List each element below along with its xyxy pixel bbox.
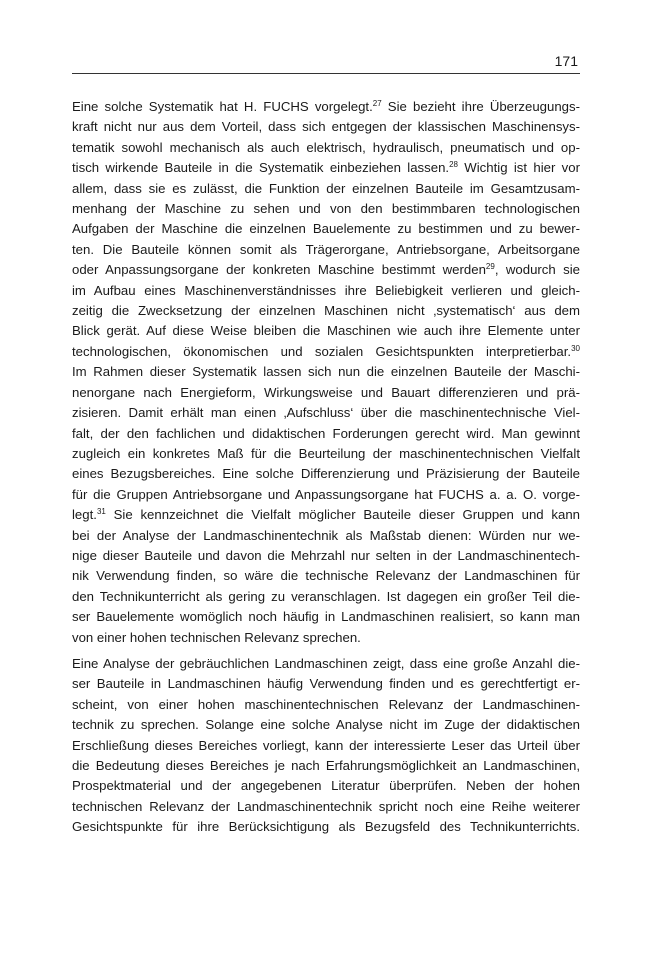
- text-segment: falt, der den fachlichen und didaktischen Forderungen gerecht wird. Man gewinnt: [72, 425, 580, 441]
- text-segment: Sie bezieht ihre Überzeugungs-: [381, 99, 580, 114]
- text-segment: Im Rahmen dieser Systematik lassen sich nun die einzelnen Bauteile der Maschi-: [72, 364, 580, 380]
- text-line: [72, 526, 580, 546]
- text-segment: tematik sowohl mechanisch als auch elektrisch, hydraulisch, pneumatisch und op-: [72, 139, 580, 155]
- text-line: [72, 654, 580, 674]
- text-segment: technik zu sprechen. Solange eine solche Analyse nicht im Zuge der didaktischen: [72, 717, 580, 733]
- text-segment: nige dieser Bauteile und davon die Mehrzahl nur selten in der Landmaschinentech-: [72, 547, 580, 563]
- text-line: [72, 117, 580, 137]
- text-segment: Gesichtspunkte für ihre Berücksichtigung als Bezugsfeld des Technikunterrichts.: [72, 819, 580, 835]
- text-segment: den Technikunterricht als gering zu veranschlagen. Ist dagegen ein großer Teil die-: [72, 588, 580, 604]
- text-segment: von einer hohen technischen Relevanz sprechen.: [72, 629, 361, 645]
- footnote-ref: 27: [372, 99, 382, 108]
- text-segment: oder Anpassungsorgane der konkreten Maschine bestimmt werden: [72, 262, 486, 278]
- text-line: [72, 736, 580, 756]
- text-line: [72, 505, 580, 525]
- text-segment: allem, dass sie es zulässt, die Funktion der einzelnen Bauteile im Gesamtzusam-: [72, 180, 580, 196]
- text-line: [72, 281, 580, 301]
- text-line: [72, 403, 580, 423]
- text-line: [72, 485, 580, 505]
- text-segment: tisch wirkende Bauteile in die Systematik einbeziehen lassen.: [72, 160, 450, 176]
- footnote-ref: 28: [449, 160, 458, 170]
- page-number: 171: [554, 53, 578, 69]
- text-line: [72, 158, 580, 178]
- text-segment: für die Gruppen Antriebsorgane und Anpassungsorgane hat FUCHS a. a. O. vorge-: [72, 486, 580, 502]
- text-line: [72, 301, 580, 321]
- text-line: [72, 179, 580, 199]
- text-segment: zisieren. Damit erhält man einen ‚Aufschluss‘ über die maschinentechnische Viel-: [72, 405, 580, 421]
- text-line: [72, 424, 580, 444]
- text-segment: ser Bauteile in Landmaschinen häufig Verwendung finden und es gerechtfertigt er-: [72, 676, 580, 692]
- header-rule: [72, 73, 580, 74]
- text-line: [72, 138, 580, 158]
- text-line: [72, 342, 580, 362]
- text-line: [72, 566, 580, 586]
- text-segment: im Aufbau eines Maschinenverständnisses ihre Beliebigkeit verlieren und gleich-: [72, 282, 580, 298]
- text-segment: eines Bezugsbereiches. Eine solche Differenzierung und Präzisierung der Bauteile: [72, 466, 580, 482]
- text-line: [72, 817, 580, 837]
- text-segment: nenorgane nach Energieform, Wirkungsweise und Bauart differenzieren und prä-: [72, 384, 580, 400]
- text-line: [72, 97, 580, 117]
- text-line: [72, 219, 580, 239]
- footnote-ref: 29: [485, 262, 495, 272]
- text-segment: Eine Analyse der gebräuchlichen Landmaschinen zeigt, dass eine große Anzahl die-: [72, 655, 580, 671]
- text-line: [72, 628, 580, 648]
- text-line: [72, 695, 580, 715]
- text-segment: technischen Relevanz der Landmaschinentechnik spricht noch eine Reihe weiterer: [72, 798, 580, 814]
- text-line: [72, 587, 580, 607]
- text-segment: bei der Analyse der Landmaschinentechnik als Maßstab dienen: Würden nur we-: [72, 527, 580, 543]
- text-segment: kraft nicht nur aus dem Vorteil, dass sich entgegen der klassischen Maschinensys-: [72, 119, 580, 135]
- text-line: [72, 383, 580, 403]
- text-segment: zeitig die Zwecksetzung der einzelnen Maschinen nicht ‚systematisch‘ aus dem: [72, 303, 580, 319]
- text-line: [72, 199, 580, 219]
- text-line: [72, 260, 580, 280]
- text-segment: Erschließung dieses Bereiches vorliegt, kann der interessierte Leser das Urteil über: [72, 737, 580, 753]
- body-text: [72, 97, 580, 838]
- paragraph: [72, 97, 580, 648]
- text-line: [72, 797, 580, 817]
- text-line: [72, 321, 580, 341]
- text-line: [72, 240, 580, 260]
- text-segment: zugleich ein konkretes Maß für die Beurteilung der maschinentechnischen Vielfalt: [72, 445, 580, 461]
- text-line: [72, 756, 580, 776]
- paragraph: [72, 654, 580, 838]
- text-segment: , wodurch sie: [494, 262, 580, 278]
- text-segment: ser Bauelemente womöglich noch häufig in Landmaschinen realisiert, so kann man: [72, 609, 580, 625]
- text-line: [72, 362, 580, 382]
- text-line: [72, 546, 580, 566]
- text-segment: Sie kennzeichnet die Vielfalt möglicher Bauteile dieser Gruppen und kann: [105, 507, 580, 523]
- text-line: [72, 607, 580, 627]
- text-line: [72, 674, 580, 694]
- text-segment: Aufgaben der Maschine die einzelnen Bauelemente zu bestimmen und zu bewer-: [72, 221, 580, 237]
- text-segment: Blick gerät. Auf diese Weise bleiben die Maschinen wie auch ihre Elemente unter: [72, 323, 580, 339]
- text-line: [72, 715, 580, 735]
- footnote-ref: 30: [571, 343, 580, 353]
- text-segment: Eine solche Systematik hat H. FUCHS vorgelegt.: [72, 99, 373, 114]
- text-segment: menhang der Maschine zu sehen und von den bestimmbaren technologischen: [72, 201, 580, 217]
- text-segment: Prospektmaterial und der angegebenen Literatur überprüfen. Neben der hohen: [72, 778, 580, 794]
- text-segment: nik Verwendung finden, so wäre die technische Relevanz der Landmaschinen für: [72, 568, 580, 584]
- text-line: [72, 444, 580, 464]
- text-line: [72, 776, 580, 796]
- footnote-ref: 31: [96, 507, 106, 517]
- text-segment: scheint, von einer hohen maschinentechnischen Relevanz der Landmaschinen-: [72, 696, 580, 712]
- text-segment: legt.: [72, 507, 97, 523]
- text-segment: die Bedeutung dieses Bereiches je nach Erfahrungsmöglichkeit an Landmaschinen,: [72, 758, 580, 773]
- text-segment: Wichtig ist hier vor: [457, 160, 580, 176]
- text-segment: ten. Die Bauteile können somit als Trägerorgane, Antriebsorgane, Arbeitsorgane: [72, 241, 580, 257]
- text-line: [72, 464, 580, 484]
- text-segment: technologischen, ökonomischen und sozialen Gesichtspunkten interpretierbar.: [72, 343, 572, 359]
